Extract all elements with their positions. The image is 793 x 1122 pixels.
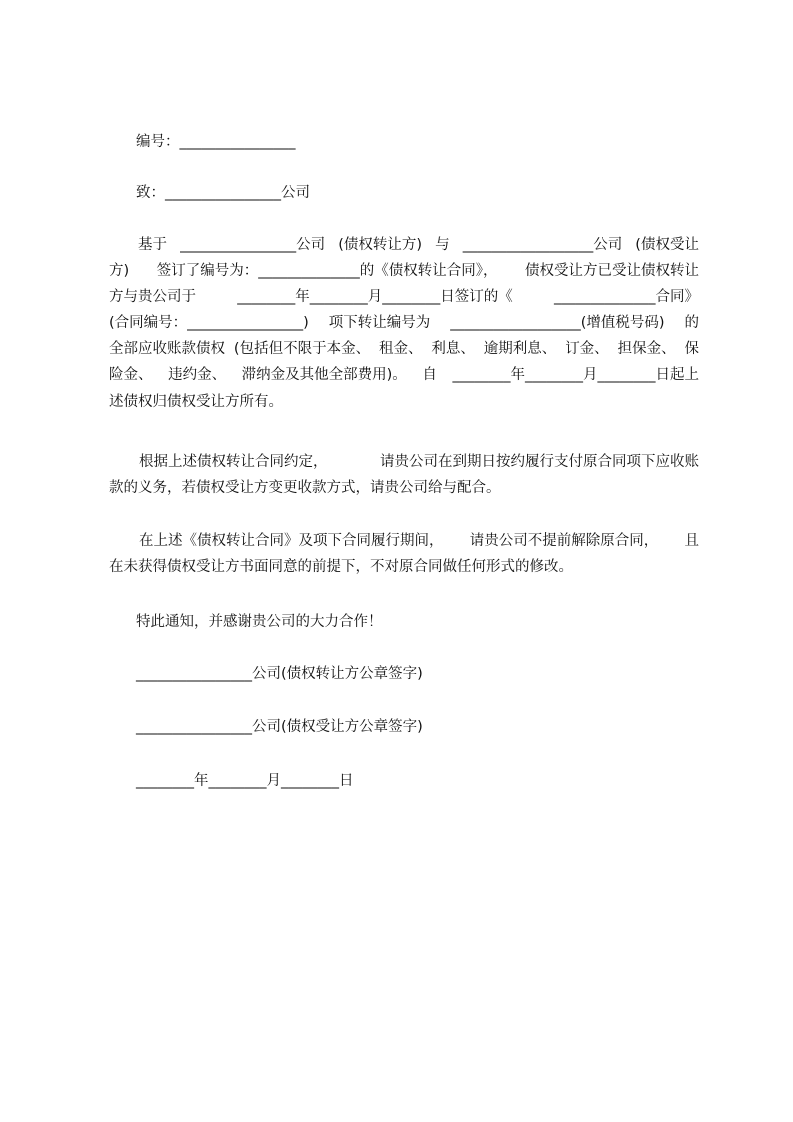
para1-line5-seg7: 保: [684, 341, 699, 357]
para2-line2: 款的义务，若债权受让方变更收款方式，请贵公司给与配合。: [109, 480, 501, 496]
para3-line1-seg2: 且: [684, 533, 699, 549]
para1-line6-seg4: ________年________月________日起上: [452, 367, 699, 383]
para1-line2-seg1: 签订了编号为：______________的《债权转让合同》，: [156, 263, 498, 279]
para3-line1-seg0: 在上述《债权转让合同》及项下合同履行期间，: [139, 533, 444, 549]
para1-line5-seg2: 租金、: [378, 341, 423, 357]
para1-line5-seg4: 逾期利息、: [483, 341, 557, 357]
para1-line1-seg1: ________________公司: [180, 237, 326, 253]
para1-line4-seg0: (合同编号：________________): [109, 315, 309, 331]
contract-number-line: 编号：________________: [136, 134, 296, 150]
para2-line1-seg1: 请贵公司在到期日按约履行支付原合同项下应收账: [380, 454, 699, 470]
para1-line2-seg0: 方): [109, 263, 130, 279]
para1-line1-seg4: __________________公司: [462, 237, 623, 253]
para1-line1-seg5: (债权受让: [635, 237, 699, 253]
para1-line1: [138, 235, 699, 255]
para1-line6-seg0: 险金、: [109, 367, 153, 383]
para1-line1-seg3: 与: [435, 237, 450, 253]
para1-line6: [109, 365, 699, 385]
para1-line5-seg0: 全部应收账款债权: [109, 341, 225, 357]
para1-line1-seg2: (债权转让方): [338, 237, 423, 253]
para1-line2-seg2: 债权受让方已受让债权转让: [524, 263, 699, 279]
para1-line4: [109, 313, 699, 333]
date-line: ________年________月________日: [136, 773, 354, 789]
para1-line6-seg3: 自: [422, 367, 437, 383]
para3-line1: [139, 531, 699, 551]
para1-line4-seg2: __________________(增值税号码): [450, 315, 665, 331]
para1-line6-seg1: 违约金、: [168, 367, 227, 383]
para1-line1-seg0: 基于: [138, 237, 167, 253]
para1-line3-seg1: ________年________月________日签订的《: [237, 289, 513, 305]
para1-line5-seg5: 订金、: [565, 341, 609, 357]
para1-line3: [109, 287, 699, 307]
transferor-signature-line: ________________公司(债权转让方公章签字): [136, 666, 423, 682]
para2-line1: [139, 452, 699, 472]
para1-line3-seg0: 方与贵公司于: [109, 289, 196, 305]
para1-line7: 述债权归债权受让方所有。: [109, 394, 283, 410]
notice-line: 特此通知，并感谢贵公司的大力合作！: [136, 614, 383, 630]
para3-line1-seg1: 请贵公司不提前解除原合同，: [469, 533, 659, 549]
para1-line5-seg1: (包括但不限于本金、: [233, 341, 371, 357]
para1-line5-seg3: 利息、: [431, 341, 475, 357]
para1-line3-seg2: ______________合同》: [554, 289, 699, 305]
para1-line4-seg3: 的: [684, 315, 699, 331]
para1-line6-seg2: 滞纳金及其他全部费用)。: [241, 367, 407, 383]
recipient-line: 致：________________公司: [136, 185, 310, 201]
para1-line5-seg6: 担保金、: [617, 341, 676, 357]
para3-line2: 在未获得债权受让方书面同意的前提下，不对原合同做任何形式的修改。: [109, 559, 573, 575]
para2-line1-seg0: 根据上述债权转让合同约定，: [139, 454, 328, 470]
para1-line2: [109, 261, 699, 281]
transferee-signature-line: ________________公司(债权受让方公章签字): [136, 719, 423, 735]
para1-line5: [109, 339, 699, 359]
para1-line4-seg1: 项下转让编号为: [328, 315, 431, 331]
